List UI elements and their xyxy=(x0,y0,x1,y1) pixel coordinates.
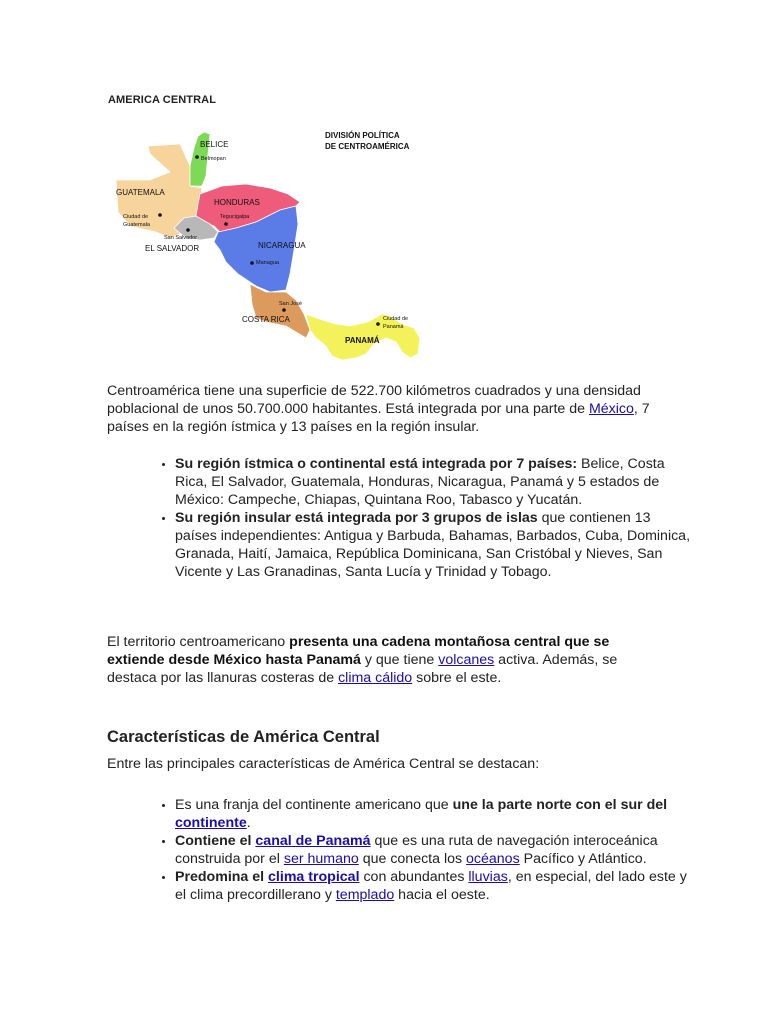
label-honduras: HONDURAS xyxy=(214,198,260,207)
char2-bold: Contiene el xyxy=(175,833,256,849)
templado-link[interactable]: templado xyxy=(335,887,395,903)
territory-text-1: El territorio centroamericano xyxy=(107,634,290,650)
canal-panama-link[interactable]: canal de Panamá xyxy=(255,833,371,849)
char1-bold: une la parte norte con el sur del xyxy=(452,797,668,813)
characteristics-intro: Entre las principales características de América Central se destacan: xyxy=(107,756,540,772)
capital-dot-panama xyxy=(376,322,380,326)
territory-text-3: activa. Además, se destaca por las llanuras costeras de xyxy=(107,652,618,686)
central-america-map xyxy=(110,124,440,374)
region-insular-text: que contienen 13 países independientes: Antigua y Barbuda, Bahamas, Barbados, Cuba, Dominica, Granada, Haití, Jamaica, República Dominicana, San Cristóbal y Nieves, San Vicente y Las Granadinas, Santa Lucía y Trinidad y Tobago. xyxy=(175,510,691,580)
list-item xyxy=(175,868,695,904)
label-belice: BELICE xyxy=(200,140,229,149)
char3-bold: Predomina el xyxy=(175,869,269,885)
clima-tropical-link[interactable]: clima tropical xyxy=(268,869,360,885)
lluvias-link[interactable]: lluvias xyxy=(468,869,508,885)
label-panama: PANAMÁ xyxy=(345,336,380,345)
char2-text-1: que es una ruta de navegación interoceánica construida por el xyxy=(175,833,658,867)
mexico-link[interactable]: México xyxy=(588,401,634,417)
char1-text-2: . xyxy=(246,815,251,831)
capital-dot-guatemala xyxy=(158,213,162,217)
label-san-salvador: San Salvador xyxy=(164,235,198,241)
territory-text-2: y que tiene xyxy=(360,652,439,668)
char3-text-3: hacia el oeste. xyxy=(394,887,490,903)
volcanes-link[interactable]: volcanes xyxy=(438,652,495,668)
list-item xyxy=(175,455,695,509)
label-el-salvador: EL SALVADOR xyxy=(145,244,200,253)
continente-link[interactable]: continente xyxy=(175,815,247,831)
map-costa-rica xyxy=(250,284,310,338)
capital-dot-san-jose xyxy=(282,308,286,312)
section-title: Características de América Central xyxy=(107,728,380,746)
intro-text-2: , 7 países en la región ístmica y 13 países en la región insular. xyxy=(107,401,650,435)
capital-dot-san-salvador xyxy=(186,228,190,232)
label-san-jose: San José xyxy=(279,301,302,307)
oceanos-link[interactable]: océanos xyxy=(466,851,520,867)
label-managua: Managua xyxy=(256,260,279,266)
list-item xyxy=(175,509,695,581)
char3-text-1: con abundantes xyxy=(359,869,469,885)
map-title-line2: DE CENTROAMÉRICA xyxy=(325,142,410,151)
territory-text-4: sobre el este. xyxy=(412,670,502,686)
label-ciudad-guatemala-2: Guatemala xyxy=(123,222,150,228)
region-isthmic-text: Belice, Costa Rica, El Salvador, Guatemala, Honduras, Nicaragua, Panamá y 5 estados de México: Campeche, Chiapas, Quintana Roo, Tabasco y Yucatán. xyxy=(175,456,665,508)
intro-paragraph xyxy=(107,382,667,436)
label-ciudad-panama-2: Panamá xyxy=(383,324,404,330)
capital-dot-managua xyxy=(250,261,254,265)
char1-text-1: Es una franja del continente americano que xyxy=(175,797,453,813)
clima-calido-link[interactable]: clima cálido xyxy=(338,670,413,686)
label-costa-rica: COSTA RICA xyxy=(242,315,290,324)
region-isthmic-bold: Su región ístmica o continental está integrada por 7 países: xyxy=(175,456,578,472)
capital-dot-tegucigalpa xyxy=(224,222,228,226)
ser-humano-link[interactable]: ser humano xyxy=(283,851,359,867)
label-tegucigalpa: Tegucigalpa xyxy=(220,214,250,220)
map-title-line1: DIVISIÓN POLÍTICA xyxy=(325,131,400,140)
capital-dot-belmopan xyxy=(195,155,199,159)
char3-text-2: , en especial, del lado este y el clima precordillerano y xyxy=(175,869,687,903)
page-heading: AMERICA CENTRAL xyxy=(108,94,217,106)
label-ciudad-guatemala-1: Ciudad de xyxy=(123,214,149,220)
characteristics-list xyxy=(150,796,695,904)
label-ciudad-panama-1: Ciudad de xyxy=(383,316,409,322)
label-belmopan: Belmopan xyxy=(201,156,226,162)
territory-paragraph xyxy=(107,633,667,687)
char2-text-3: Pacífico y Atlántico. xyxy=(519,851,647,867)
territory-bold: presenta una cadena montañosa central que se extiende desde México hasta Panamá xyxy=(107,634,610,668)
label-nicaragua: NICARAGUA xyxy=(258,241,306,250)
list-item xyxy=(175,832,695,868)
list-item xyxy=(175,796,695,832)
region-insular-bold: Su región insular está integrada por 3 grupos de islas xyxy=(175,510,538,526)
char2-text-2: que conecta los xyxy=(358,851,467,867)
intro-text-1: Centroamérica tiene una superficie de 522.700 kilómetros cuadrados y una densidad poblacional de unos 50.700.000 habitantes. Está integrada por una parte de xyxy=(107,383,641,417)
label-guatemala: GUATEMALA xyxy=(116,188,165,197)
regions-list xyxy=(150,455,695,581)
